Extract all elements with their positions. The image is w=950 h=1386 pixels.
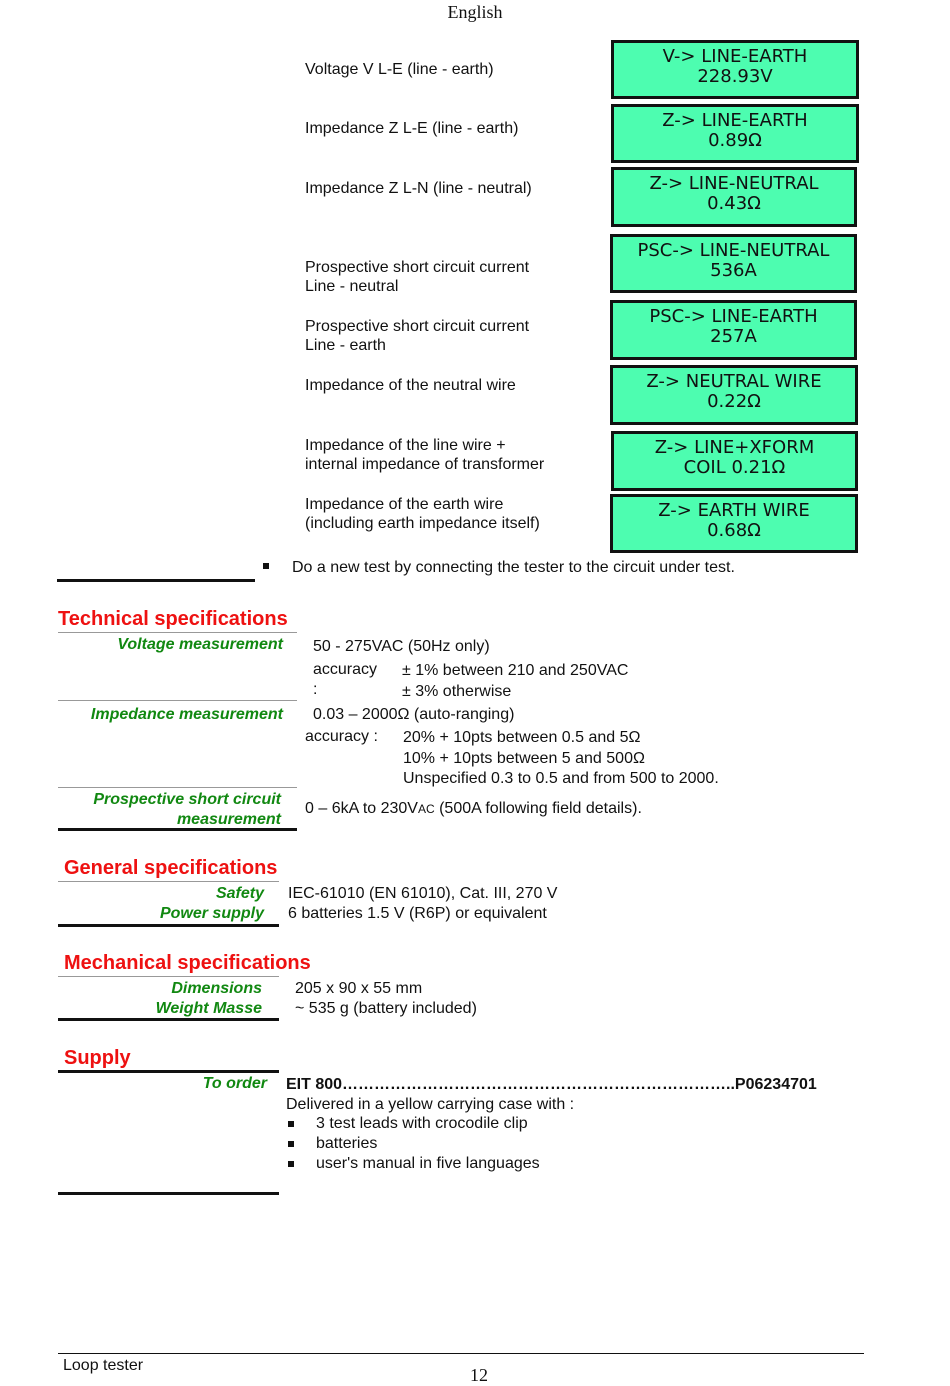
reading-desc-neutral-wire: Impedance of the neutral wire (305, 377, 516, 394)
bullet-icon (288, 1121, 294, 1127)
divider (58, 881, 279, 882)
mechanical-specifications-title: Mechanical specifications (64, 952, 311, 974)
reading-desc-earth-wire: Impedance of the earth wire (including earth impedance itself) (305, 496, 540, 532)
list-item: batteries (286, 1134, 540, 1154)
impedance-accuracy-1: 20% + 10pts between 0.5 and 5Ω (403, 729, 641, 746)
divider (58, 700, 297, 701)
dimensions-label: Dimensions (171, 980, 262, 997)
dimensions-value: 205 x 90 x 55 mm (295, 980, 423, 997)
bullet-icon (263, 563, 269, 569)
voltage-accuracy-colon: : (313, 681, 318, 698)
lcd-psc-le: PSC-> LINE-EARTH 257A (610, 300, 857, 360)
impedance-accuracy-2: 10% + 10pts between 5 and 500Ω (403, 750, 645, 767)
reading-desc-impedance-le: Impedance Z L-E (line - earth) (305, 120, 519, 137)
bullet-icon (288, 1161, 294, 1167)
impedance-measurement-label: Impedance measurement (90, 706, 283, 723)
list-item: 3 test leads with crocodile clip (286, 1114, 540, 1134)
footer-title: Loop tester (63, 1357, 144, 1374)
divider (58, 976, 279, 977)
divider (58, 1018, 279, 1021)
safety-label: Safety (215, 885, 264, 902)
divider (58, 924, 279, 927)
power-supply-value: 6 batteries 1.5 V (R6P) or equivalent (288, 905, 547, 922)
lcd-neutral-wire: Z-> NEUTRAL WIRE 0.22Ω (610, 365, 858, 425)
list-item: user's manual in five languages (286, 1154, 540, 1174)
weight-value: ~ 535 g (battery included) (295, 1000, 477, 1017)
divider (58, 828, 297, 831)
psc-measurement-label: Prospective short circuit measurement (93, 791, 281, 828)
order-reference: EIT 800………………………………………………………………..P06234701 (286, 1076, 817, 1093)
new-test-instruction: Do a new test by connecting the tester to the circuit under test. (292, 559, 735, 576)
lcd-line-xform: Z-> LINE+XFORM COIL 0.21Ω (611, 431, 858, 491)
voltage-accuracy-2: ± 3% otherwise (402, 683, 512, 700)
header-language: English (447, 2, 503, 22)
voltage-measurement-label: Voltage measurement (117, 636, 283, 653)
lcd-impedance-le: Z-> LINE-EARTH 0.89Ω (611, 104, 859, 163)
voltage-accuracy-label: accuracy (313, 661, 378, 678)
divider (57, 579, 255, 582)
footer-divider (58, 1353, 864, 1354)
divider (58, 1070, 279, 1073)
impedance-accuracy-label: accuracy : (305, 728, 378, 745)
bullet-icon (288, 1141, 294, 1147)
voltage-range: 50 - 275VAC (50Hz only) (313, 638, 490, 655)
page-number: 12 (470, 1365, 488, 1385)
impedance-accuracy-3: Unspecified 0.3 to 0.5 and from 500 to 2000. (403, 770, 719, 787)
impedance-range: 0.03 – 2000Ω (auto-ranging) (313, 706, 515, 723)
reading-desc-impedance-ln: Impedance Z L-N (line - neutral) (305, 180, 532, 197)
reading-desc-psc-ln: Prospective short circuit current Line - neutral (305, 259, 530, 295)
supply-items-list (286, 1114, 540, 1174)
lcd-earth-wire: Z-> EARTH WIRE 0.68Ω (610, 494, 858, 553)
delivered-text: Delivered in a yellow carrying case with : (286, 1096, 575, 1113)
technical-specifications-title: Technical specifications (58, 608, 288, 630)
power-supply-label: Power supply (159, 905, 264, 922)
divider (58, 632, 297, 633)
reading-desc-line-xform: Impedance of the line wire + internal impedance of transformer (305, 437, 545, 473)
lcd-psc-ln: PSC-> LINE-NEUTRAL 536A (610, 234, 857, 293)
psc-value: 0 – 6kA to 230VAC (500A following field details). (305, 800, 642, 817)
divider (58, 1192, 279, 1195)
reading-desc-psc-le: Prospective short circuit current Line - earth (305, 318, 530, 354)
lcd-voltage-le: V-> LINE-EARTH 228.93V (611, 40, 859, 99)
divider (58, 787, 297, 788)
general-specifications-title: General specifications (64, 857, 278, 879)
to-order-label: To order (202, 1075, 267, 1092)
supply-title: Supply (64, 1047, 131, 1069)
weight-label: Weight Masse (155, 1000, 262, 1017)
reading-desc-voltage-le: Voltage V L-E (line - earth) (305, 61, 494, 78)
lcd-impedance-ln: Z-> LINE-NEUTRAL 0.43Ω (611, 167, 857, 227)
voltage-accuracy-1: ± 1% between 210 and 250VAC (402, 662, 629, 679)
safety-value: IEC-61010 (EN 61010), Cat. III, 270 V (288, 885, 558, 902)
